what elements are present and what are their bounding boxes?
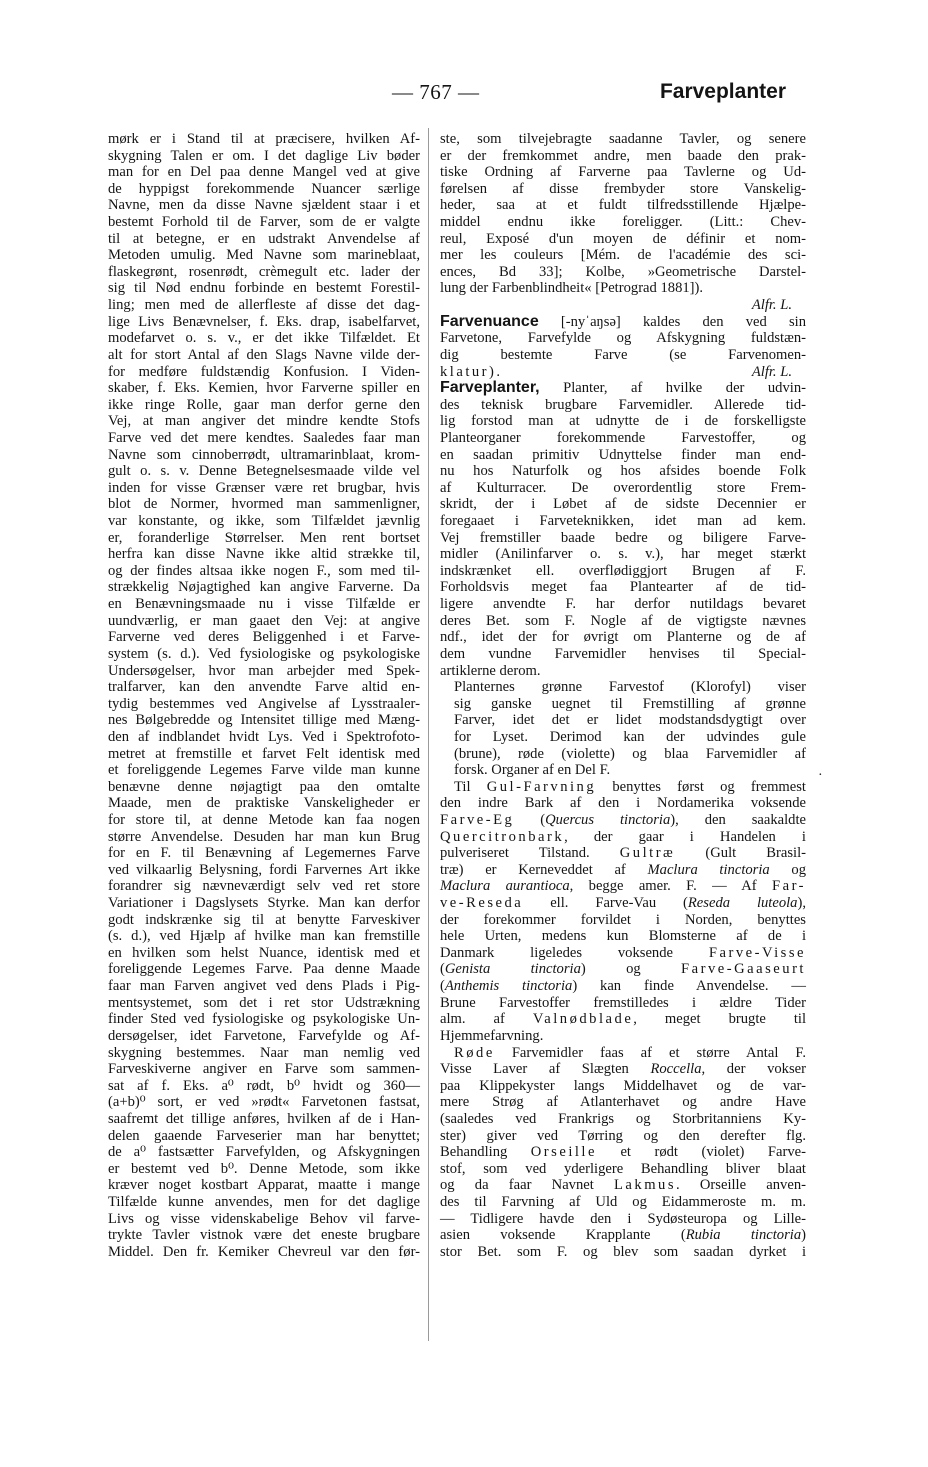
text-line: større Anvendelse. Desuden har man kun Brug <box>108 828 420 845</box>
text-line: reul, Exposé d'un moyen de définir et nom- <box>440 230 806 247</box>
text-line: Farverne ved deres Beliggenhed i et Farve- <box>108 629 420 646</box>
text-line: (Anthemis tinctoria) kan finde Anvendelse. — <box>440 978 806 995</box>
text-line: førelsen af disse frembyder store Vanskelig- <box>440 180 806 197</box>
text-line: Røde Farvemidler faas af et større Antal F. <box>454 1044 806 1061</box>
text-line: ndf., idet der for øvrigt om Planterne og de af <box>440 629 806 646</box>
text-line: middel endnu ikke foreligger. (Litt.: Chev- <box>440 214 806 231</box>
text-line: og der findes altsaa ikke nogen F., som med til- <box>108 562 420 579</box>
text-line: Livs og visse videnskabelige Behov vil farve- <box>108 1210 420 1227</box>
text-line: den indre Bark af den i Nordamerika voksende <box>440 795 806 812</box>
text-line: sig til Nød endnu forbinde en bestemt Forestil- <box>108 280 420 297</box>
text-line: pulveriseret Tilstand. Gultræ (Gult Brasil- <box>440 845 806 862</box>
paragraph-yellow <box>440 779 806 1045</box>
text-line: tiske Ordning af Farverne paa Tavlerne og Ud- <box>440 164 806 181</box>
right-column <box>440 131 806 1260</box>
entry-text: Planter, af hvilke der udvin- <box>539 380 806 397</box>
text-line: af Kulturracer. De overordentlig store Frem- <box>440 479 806 496</box>
text-line: dersøgelser, idet Farvetone, Farvefylde og Af- <box>108 1027 420 1044</box>
text-line: Farve ved det mere kendtes. Saaledes faar man <box>108 429 420 446</box>
text-line: midler (Anilinfarver o. s. v.), har meget stærkt <box>440 546 806 563</box>
page-header <box>0 78 928 114</box>
text-line: (a+b)⁰ sort, er ved »rødt« Farvetonen fastsat, <box>108 1094 420 1111</box>
text-line: flaskegrønt, rosenrødt, crèmegult etc. lader der <box>108 263 420 280</box>
text-line: skygning bestemmes. Naar man nemlig ved <box>108 1044 420 1061</box>
text-line: trykte Tavler vistnok være det eneste brugbare <box>108 1227 420 1244</box>
text-line: des teknisk brugbare Farvemidler. Allerede tid- <box>440 396 806 413</box>
text-line: Farvetone, Farvefylde og Afskygning fuldstæn- <box>440 330 806 347</box>
text-line: Undersøgelser, hvor man arbejder med Spek- <box>108 662 420 679</box>
text-line: Til Gul-Farvning benyttes først og fremmest <box>454 778 806 795</box>
text-line: Middel. Den fr. Kemiker Chevreul var den før- <box>108 1243 420 1260</box>
text-line: en saadan primitiv Udnyttelse finder man end- <box>440 446 806 463</box>
text-line: et foreliggende Legemes Farve vilde man kunne <box>108 762 420 779</box>
text-line: Maade, men de praktiske Vanskeligheder er <box>108 795 420 812</box>
text-line: Maclura aurantioca, begge amer. F. — Af Far- <box>440 878 806 895</box>
entry-last-line <box>440 364 806 381</box>
author-signature: Alfr. L. <box>751 297 792 314</box>
text-line: uundværlig, er man gaaet den Vej: at angive <box>108 612 420 629</box>
text-line: Hjemmefarvning. <box>440 1027 544 1044</box>
cross-reference: klatur). <box>440 363 503 380</box>
text-line: Farve-Eg (Quercus tinctoria), den saakaldte <box>440 811 807 828</box>
text-line: mer les couleurs [Mém. de l'académie des sci- <box>440 247 806 264</box>
text-line: Vej fremstiller baade bedre og biligere Farve- <box>440 529 806 546</box>
text-line: ling; men med de allerfleste af disse det dag- <box>108 297 420 314</box>
pronunciation: [-nyˈaŋsə] kaldes den ved sin <box>538 313 806 330</box>
text-line: mørk er i Stand til at præcisere, hvilken Af- <box>108 131 420 147</box>
text-line: (saaledes ved Frankrigs og Storbritanniens Ky- <box>440 1110 806 1127</box>
text-line: ikke ringe Rolle, gaar man derfor gerne den <box>108 396 420 413</box>
text-line: ve-Reseda ell. Farve-Vau (Reseda luteola), <box>440 895 806 912</box>
text-line: ster) giver ved Tørring og den derefter flg. <box>440 1127 806 1144</box>
text-line: stof, som ved yderligere Behandling bliver blaat <box>440 1160 806 1177</box>
text-line: Farver, idet det er lidet modstandsdygtigt over <box>454 712 806 729</box>
text-line: en hvilken som helst Nuance, identisk med et <box>108 944 420 961</box>
text-line: delen gaaende Farveserier man har benyttet; <box>108 1127 420 1144</box>
text-line: paa Klippekyster langs Middelhavet og de var- <box>440 1077 806 1094</box>
text-line: forsk. Organer af en Del F. <box>454 762 611 779</box>
text-line: herfra kan disse Navne ikke altid strække til, <box>108 546 420 563</box>
text-line: bestemt Forhold til de Farver, som de er valgte <box>108 214 420 231</box>
entry-headword: Farvenuance <box>440 312 539 330</box>
text-line: faar man Farven angivet ved dens Plads i Pig- <box>108 978 420 995</box>
text-line: træ) er Kerneveddet af Maclura tinctoria og <box>440 861 806 878</box>
text-line: Quercitronbark, der gaar i Handelen i <box>440 828 806 845</box>
text-line: foregaaet i Farveteknikken, idet man ad kem. <box>440 513 806 530</box>
text-line: mentsystemet, som det i ret stor Udstrækning <box>108 994 420 1011</box>
text-line: (s. d.), ved Hjælp af hvilke man kan fremstille <box>108 928 420 945</box>
entry-headword: Farveplanter, <box>440 379 540 397</box>
text-line: saafremt det tillige anføres, hvilken af de i Han- <box>108 1110 420 1127</box>
text-line: er bestemt ved b⁰. Denne Metode, som ikke <box>108 1160 420 1177</box>
text-line: Variationer i Dagslysets Styrke. Man kan derfor <box>108 895 420 912</box>
text-line: tralfarver, kan den anvendte Farve altid en- <box>108 679 420 696</box>
text-line: for store til, at denne Metode kan faa nogen <box>108 811 420 828</box>
text-line: skridt, der i Løbet af de sidste Decennier er <box>440 496 806 513</box>
left-column <box>108 131 420 1260</box>
text-line: Navne, men da disse Navne sjældent staar i et <box>108 197 420 214</box>
text-line: sig ganske uegnet til Fremstilling af grønne <box>454 695 806 712</box>
text-line: skygning Talen er om. I det daglige Liv bøder <box>108 147 420 164</box>
text-line: Danmark ligeledes voksende Farve-Visse <box>440 944 806 961</box>
column-divider <box>428 128 429 1341</box>
text-line: blot de Normer, hvormed man sammenligner, <box>108 496 420 513</box>
text-line: gult o. s. v. Denne Betegnelsesmaade vilde vel <box>108 463 420 480</box>
text-line: modefarvet o. s. v., er det ikke Tilfældet. Et <box>108 330 420 347</box>
text-line: foreliggende Legemes Farve. Paa denne Maade <box>108 961 420 978</box>
text-line: Behandling Orseille et rødt (violet) Farve- <box>440 1144 806 1161</box>
text-line: Visse Laver af Slægten Roccella, der vokser <box>440 1061 806 1078</box>
text-line: en Benævningsmaade nu i visse Tilfælde er <box>108 596 420 613</box>
text-line: er der fremkommet andre, men baade den prak- <box>440 147 806 164</box>
text-line: nes Bølgebredde og Intensitet tillige med Mæng- <box>108 712 420 729</box>
text-line: (Genista tinctoria) og Farve-Gaaseurt <box>440 961 806 978</box>
author-signature: Alfr. L. <box>751 363 792 380</box>
text-line: Metoden umulig. Med Navne som marineblaat, <box>108 247 420 264</box>
text-line: stor Bet. som F. og blev som saadan dyrket i <box>440 1243 806 1260</box>
text-line: Planteorganer forekommende Farvestoffer, og <box>440 429 806 446</box>
text-line: der forekommer forvildet i Norden, benyttes <box>440 911 806 928</box>
text-line: ligere anvendte F. har derfor nutildags bevaret <box>440 596 806 613</box>
page-number: — 767 — <box>392 80 480 104</box>
entry-farveplanter <box>440 380 806 397</box>
text-line: var konstante, og ikke, som Tilfældet jævnlig <box>108 513 420 530</box>
text-line: alt for stort Antal af den Slags Navne vilde der- <box>108 346 420 363</box>
entry-body <box>440 397 806 679</box>
text-line: strækkelig Nøjagtighed kan angive Farverne. Da <box>108 579 420 596</box>
paragraph-green <box>440 679 806 779</box>
text-line: lig forstod man at udnytte de i de forskelligste <box>440 413 806 430</box>
paragraph-red <box>440 1045 806 1261</box>
text-line: indskrænket ell. overflødiggjort Brugen af F. <box>440 562 806 579</box>
text-line: benævne denne nøjagtigt paa den omtalte <box>108 778 420 795</box>
text-line: for Lyset. Derimod kan der udvindes gule <box>454 728 806 745</box>
text-line: artiklerne derom. <box>440 662 541 679</box>
text-line: for medføre fuldstændig Konfusion. I Viden- <box>108 363 420 380</box>
text-line: ved vilkaarlig Belysning, fordi Farvernes Art ikke <box>108 861 420 878</box>
text-line: alm. af Valnødblade, meget brugte til <box>440 1011 806 1028</box>
text-line: de a⁰ fastsætter Farvefylden, og Afskygningen <box>108 1144 420 1161</box>
text-line: ste, som tilvejebragte saadanne Tavler, og senere <box>440 131 806 147</box>
text-line: ences, Bd 33]; Kolbe, »Geometrische Darstel- <box>440 263 806 280</box>
text-line: inden for visse Grænser være ret brugbar, hvis <box>108 479 420 496</box>
text-line: nu hos Naturfolk og hos afsides boende Folk <box>440 463 806 480</box>
text-line: lung der Farbenblindheit« [Petrograd 1881]). <box>440 280 704 297</box>
text-line: dem vundne Farvemidler henvises til Special- <box>440 645 806 662</box>
text-line: skaber, f. Eks. Kemien, hvor Farverne spiller en <box>108 380 420 397</box>
text-line: finder Sted ved fysiologiske og psykologiske Un- <box>108 1011 420 1028</box>
text-line: man for en Del paa denne Mangel ved at give <box>108 164 420 181</box>
text-line: lige Livs Benævnelser, f. Eks. drap, isabelfarvet, <box>108 313 420 330</box>
text-line: den af indblandet hvidt Lys. Ved i Spektrofoto- <box>108 728 420 745</box>
text-line: Vej, at man angiver det mindre kendte Stofs <box>108 413 420 430</box>
running-head: Farveplanter <box>659 80 786 103</box>
text-line: heder, saa at et fuldt tilfredsstillende Hjælpe- <box>440 197 806 214</box>
text-line: er, foranderlige Størrelser. Men rent bortset <box>108 529 420 546</box>
text-line: system (s. d.). Ved fysiologiske og psykologiske <box>108 645 420 662</box>
text-line: Tilfælde kunne anvendes, men for det daglige <box>108 1194 420 1210</box>
text-line: (brune), røde (violette) og blaa Farvemidler af <box>454 745 806 762</box>
text-line: Brune Farvestoffer fremstilledes i ældre Tider <box>440 994 806 1011</box>
text-line: asien voksende Krapplante (Rubia tinctoria) <box>440 1227 806 1244</box>
text-line: des til Farvning af Uld og Eidammeroste m. m. <box>440 1194 806 1210</box>
text-line: — Tidligere havde den i Sydøsteuropa og Lille- <box>440 1210 806 1227</box>
continuation-paragraph <box>440 131 806 297</box>
entry-body <box>440 330 806 363</box>
text-line: hele Urten, medens kun Blomsterne af de i <box>440 928 806 945</box>
text-line: dig bestemte Farve (se Farvenomen- <box>440 346 806 363</box>
text-line: for en F. til Benævning af Legemernes Farve <box>108 845 420 862</box>
text-line: og da faar Navnet Lakmus. Orseille anven- <box>440 1177 806 1194</box>
text-line: Navne som cinnoberrødt, ultramarinblaat, krom- <box>108 446 420 463</box>
text-line: sat af f. Eks. a⁰ rødt, b⁰ hvidt og 360— <box>108 1077 420 1094</box>
text-line: godt indskrænke sig til at benytte Farveskiver <box>108 911 420 928</box>
text-line: Forholdsvis meget faa Plantearter af de tid- <box>440 579 806 596</box>
text-line: deres Bet. som F. Nogle af de vigtigste nævnes <box>440 612 806 629</box>
text-line: de hyppigst forekommende Nuancer særlige <box>108 180 420 197</box>
entry-farvenuance <box>440 314 806 331</box>
text-line: tydig bestemmes ved Angivelse af Lysstraaler- <box>108 695 420 712</box>
text-line: forandrer sig nævneværdigt selv ved ret store <box>108 878 420 895</box>
text-line: metret at fremstille et farvet Felt identisk med <box>108 745 420 762</box>
text-line: til at betegne, er en udstrakt Anvendelse af <box>108 230 420 247</box>
text-line: Farveskiverne angiver en Farve som sammen- <box>108 1061 420 1078</box>
text-line: mere Strøg af Atlanterhavet og andre Have <box>440 1094 806 1111</box>
text-line: Planternes grønne Farvestof (Klorofyl) viser <box>454 679 806 696</box>
print-speck: · <box>818 768 823 783</box>
text-line: kræver noget kostbart Apparat, maatte i mange <box>108 1177 420 1194</box>
